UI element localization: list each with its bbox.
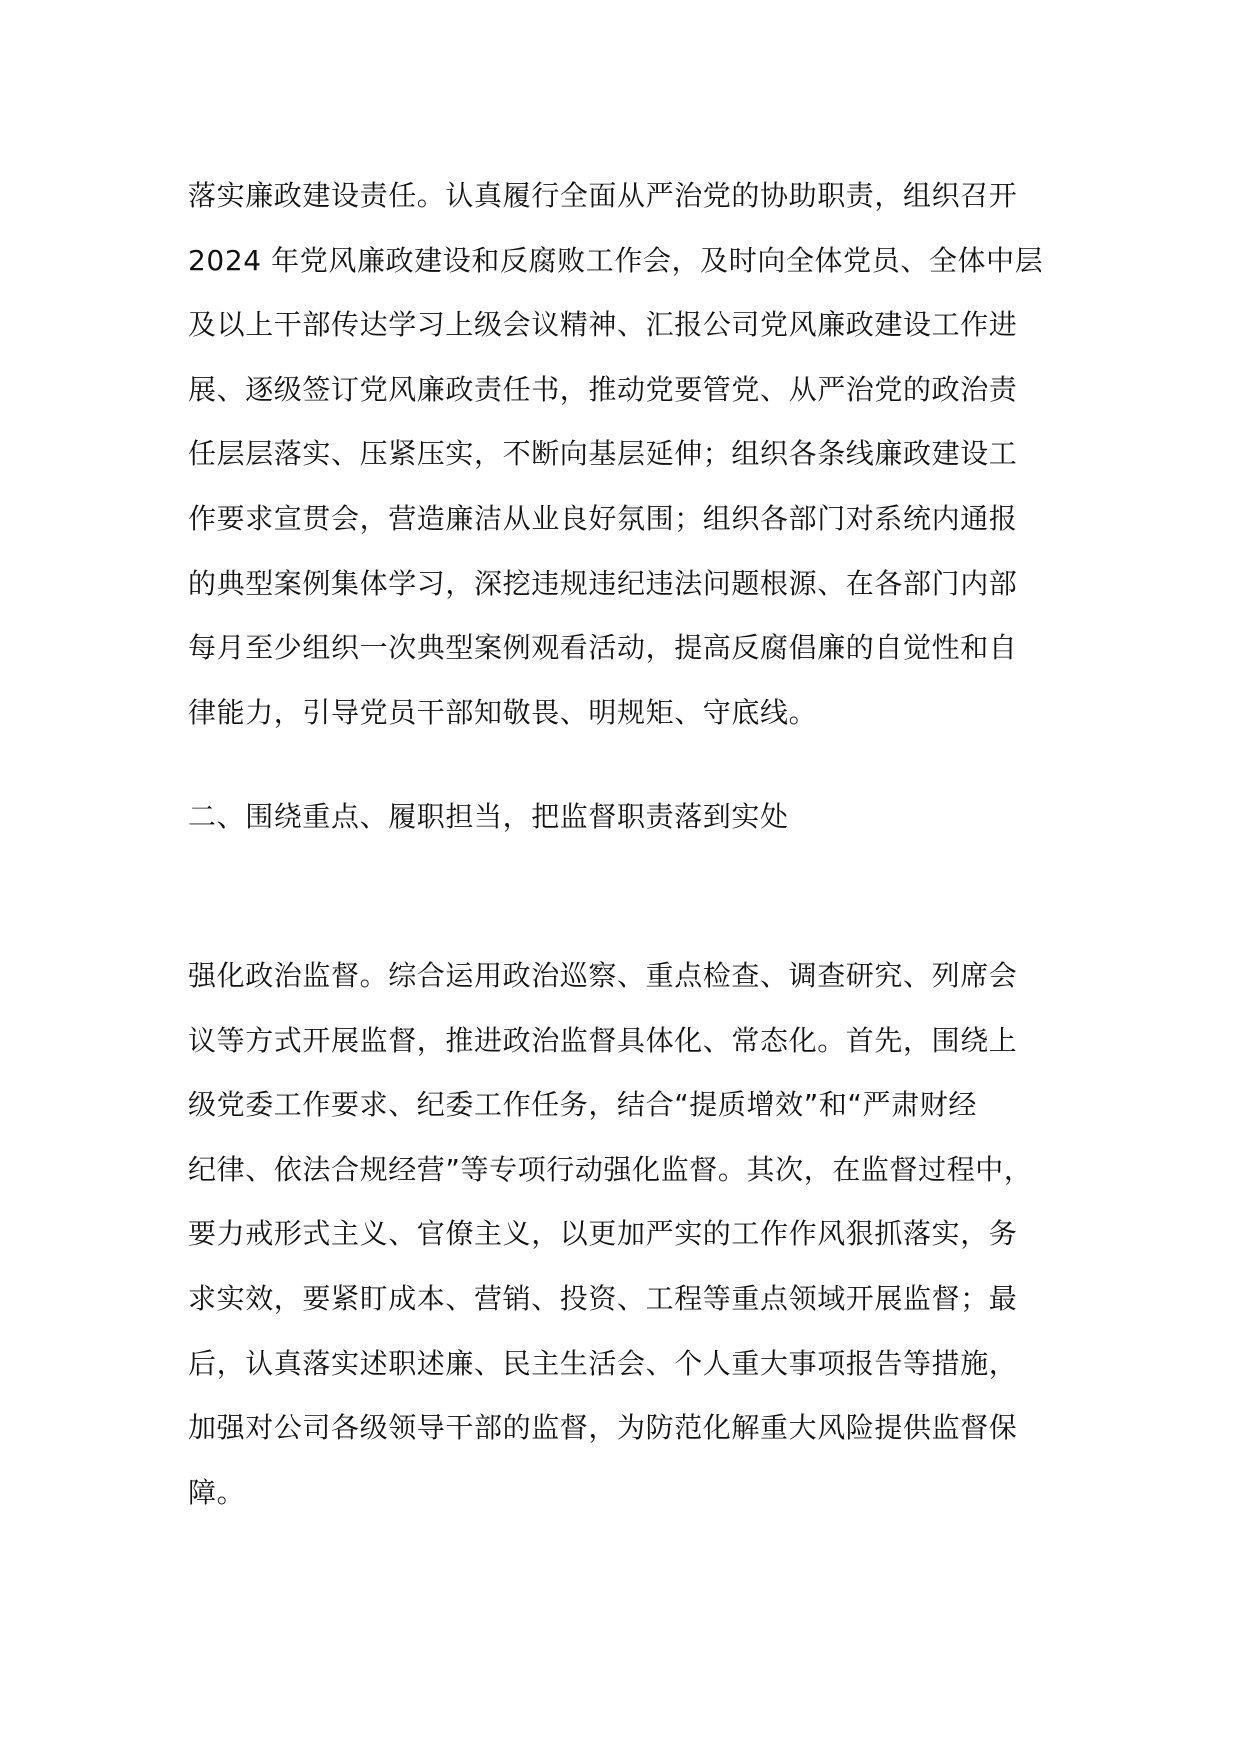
text-line: 加强对公司各级领导干部的监督，为防范化解重大风险提供监督保 (188, 1411, 1018, 1445)
text-line: 强化政治监督。综合运用政治巡察、重点检查、调查研究、列席会 (188, 959, 1018, 992)
paragraph-political-supervision (188, 944, 1088, 1525)
text-line: 议等方式开展监督，推进政治监督具体化、常态化。首先，围绕上 (188, 1023, 1018, 1057)
paragraph-anti-corruption-responsibility (188, 164, 1088, 745)
text-line: 及以上干部传达学习上级会议精神、汇报公司党风廉政建设工作进 (188, 308, 1018, 342)
text-line: 的典型案例集体学习，深挖违规违纪违法问题根源、在各部门内部 (188, 566, 1018, 600)
text-line: 要力戒形式主义、官僚主义，以更加严实的工作作风狠抓落实，务 (188, 1217, 1018, 1251)
text-line: 作要求宣贯会，营造廉洁从业良好氛围；组织各部门对系统内通报 (188, 501, 1018, 535)
text-line: 后，认真落实述职述廉、民主生活会、个人重大事项报告等措施， (188, 1346, 1018, 1380)
section-heading (188, 785, 1088, 850)
text-line: 展、逐级签订党风廉政责任书，推动党要管党、从严治党的政治责 (188, 372, 1018, 406)
text-line: 求实效，要紧盯成本、营销、投资、工程等重点领域开展监督；最 (188, 1281, 1018, 1315)
text-line: 障。 (188, 1475, 246, 1509)
text-line: 落实廉政建设责任。认真履行全面从严治党的协助职责，组织召开 (188, 179, 1018, 212)
section-heading-text: 二、围绕重点、履职担当，把监督职责落到实处 (188, 800, 789, 833)
text-line: 每月至少组织一次典型案例观看活动，提高反腐倡廉的自觉性和自 (188, 631, 1018, 665)
text-line: 级党委工作要求、纪委工作任务，结合“提质增效”和“严肃财经 (188, 1088, 977, 1122)
text-line: 2024 年党风廉政建设和反腐败工作会，及时向全体党员、全体中层 (188, 243, 1044, 277)
text-line: 任层层落实、压紧压实，不断向基层延伸；组织各条线廉政建设工 (188, 437, 1018, 471)
text-line: 律能力，引导党员干部知敬畏、明规矩、守底线。 (188, 695, 818, 729)
text-line: 纪律、依法合规经营”等专项行动强化监督。其次，在监督过程中， (188, 1152, 1033, 1186)
